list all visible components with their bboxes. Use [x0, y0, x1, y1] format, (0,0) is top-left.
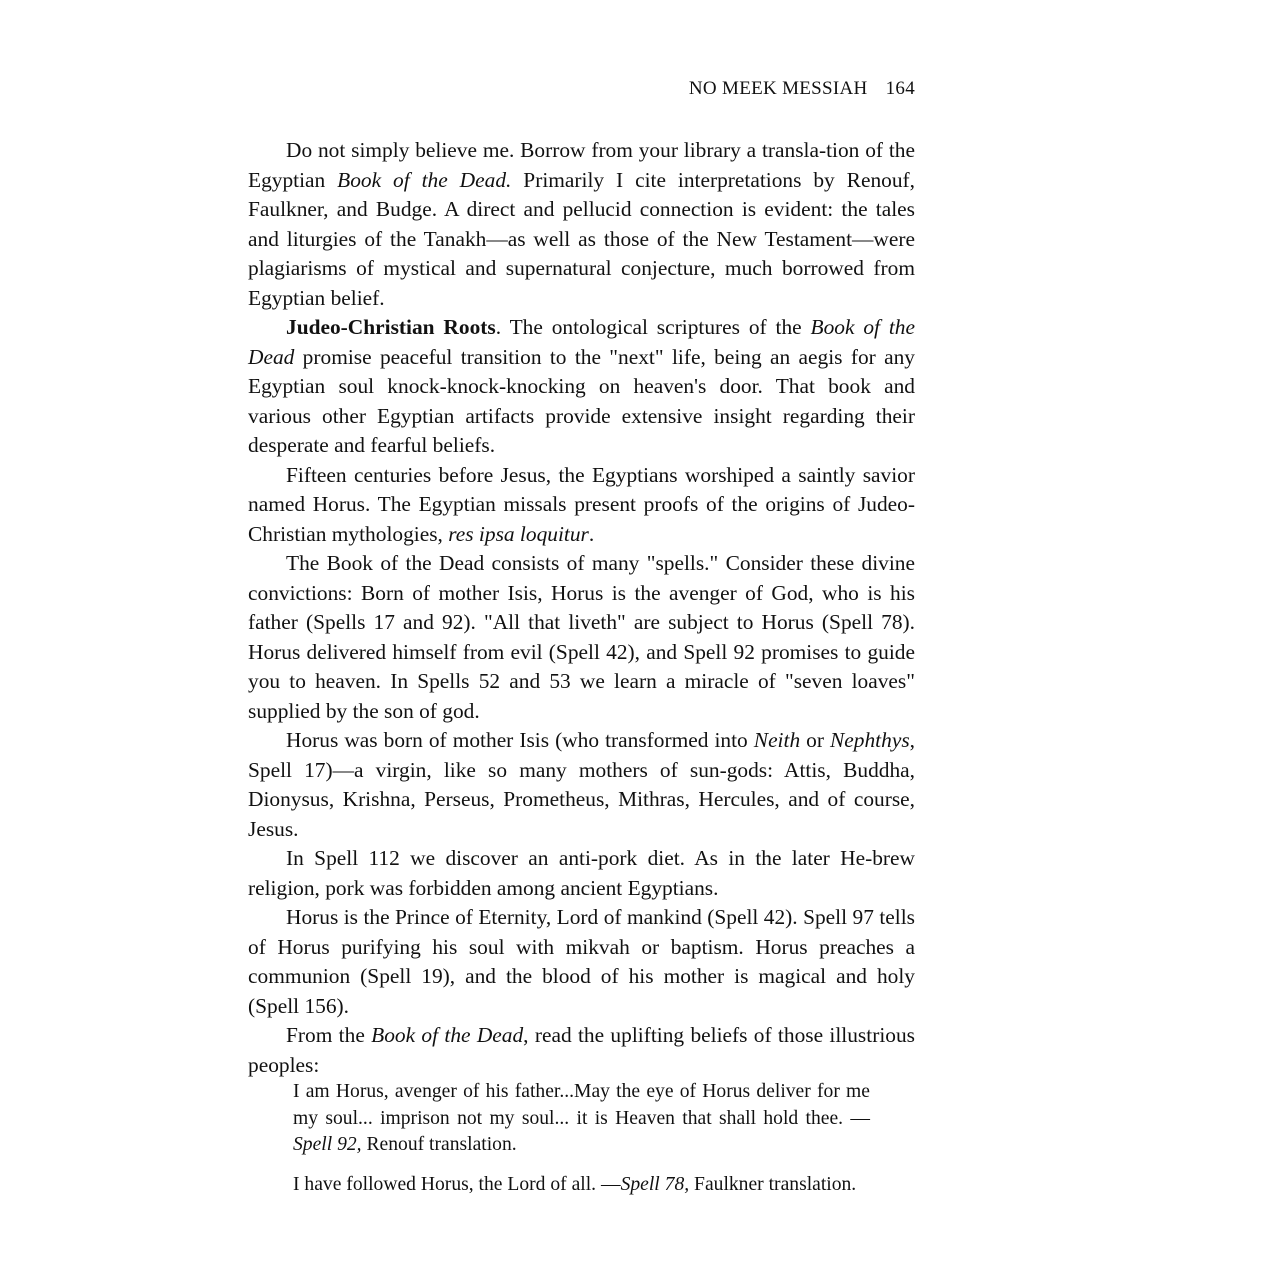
paragraph-1-text-a: Do not simply believe me. Borrow from your library a transla-tion of the Egyptian [248, 138, 915, 192]
paragraph-1 [248, 136, 915, 313]
quote-2-translator: Faulkner translation. [689, 1173, 857, 1195]
paragraph-8-text-a: From the [286, 1023, 372, 1047]
quote-1-translator: Renouf translation. [361, 1134, 517, 1155]
paragraph-2-text-a: . The ontological scriptures of the [495, 315, 811, 339]
paragraph-4-text: The Book of the Dead consists of many "spells." Consider these divine convictions: Born of mother Isis, Horus is the avenger of God, who is his father (Spells 17 and 92). "All that liveth" are subject to Horus (Spell 78). Horus delivered himself from evil (Spell 42), and Spell 92 promises to guide you to heaven. In Spells 52 and 53 we learn a miracle of "seven loaves" supplied by the son of god. [248, 551, 915, 723]
block-quotes [293, 1079, 870, 1211]
quote-1-source: Spell 92, [293, 1134, 362, 1155]
paragraph-5-text-e: , Spell 17)—a virgin, like so many mothers of sun-gods: Attis, Buddha, Dionysus, Krishna, Perseus, Prometheus, Mithras, Hercules, and of course, Jesus. [248, 728, 915, 841]
quote-1-text: I am Horus, avenger of his father...May the eye of Horus deliver for me my soul... imprison not my soul... it is Heaven that shall hold thee. — [293, 1081, 870, 1129]
paragraph-7 [248, 903, 915, 1021]
quote-2-source: Spell 78, [620, 1173, 690, 1195]
paragraph-8-text-c: , read the uplifting beliefs of those illustrious peoples: [248, 1023, 915, 1077]
page-number: 164 [885, 78, 915, 99]
paragraph-3-text-a: Fifteen centuries before Jesus, the Egyptians worshiped a saintly savior named Horus. The Egyptian missals present proofs of the origins of Judeo-Christian mythologies, [248, 462, 915, 546]
paragraph-6 [248, 844, 915, 903]
paragraph-7-text: Horus is the Prince of Eternity, Lord of mankind (Spell 42). Spell 97 tells of Horus purifying his soul with mikvah or baptism. Horus preaches a communion (Spell 19), and the blood of his mother is magical and holy (Spell 156). [248, 905, 915, 1018]
name-italic-neith: Neith [753, 728, 801, 752]
paragraph-6-text: In Spell 112 we discover an anti-pork diet. As in the later He-brew religion, pork was forbidden among ancient Egyptians. [248, 846, 915, 900]
latin-phrase-italic: res ipsa loquitur [448, 521, 589, 546]
book-title-italic: Book of the Dead [248, 315, 915, 369]
paragraph-5-text-a: Horus was born of mother Isis (who transformed into [286, 728, 754, 752]
paragraph-4 [248, 549, 915, 726]
paragraph-1-text-c: Primarily I cite interpretations by Renouf, Faulkner, and Budge. A direct and pellucid connection is evident: the tales and liturgies of the Tanakh—as well as those of the New Testament—were plagiarisms of mystical and supernatural conjecture, much borrowed from Egyptian belief. [248, 167, 916, 310]
paragraph-8 [248, 1021, 915, 1080]
running-head [689, 78, 915, 100]
paragraph-3 [248, 461, 915, 550]
running-title: NO MEEK MESSIAH [688, 78, 868, 99]
book-title-italic: Book of the Dead. [337, 167, 512, 192]
paragraph-2 [248, 313, 915, 461]
paragraph-3-text-c: . [588, 521, 595, 546]
paragraph-2-text-c: promise peaceful transition to the "next" life, being an aegis for any Egyptian soul knock-knock-knocking on heaven's door. That book and various other Egyptian artifacts provide extensive insight regarding their desperate and fearful beliefs. [248, 344, 915, 457]
body-text [248, 136, 915, 1080]
block-quote-2 [293, 1172, 870, 1199]
quote-2-text: I have followed Horus, the Lord of all. — [293, 1173, 621, 1195]
block-quote-1 [293, 1079, 870, 1159]
section-heading: Judeo-Christian Roots [286, 315, 496, 339]
paragraph-5-text-c: or [800, 728, 831, 752]
paragraph-5 [248, 726, 915, 844]
name-italic-nephthys: Nephthys [830, 728, 910, 752]
book-title-italic: Book of the Dead [371, 1023, 524, 1047]
